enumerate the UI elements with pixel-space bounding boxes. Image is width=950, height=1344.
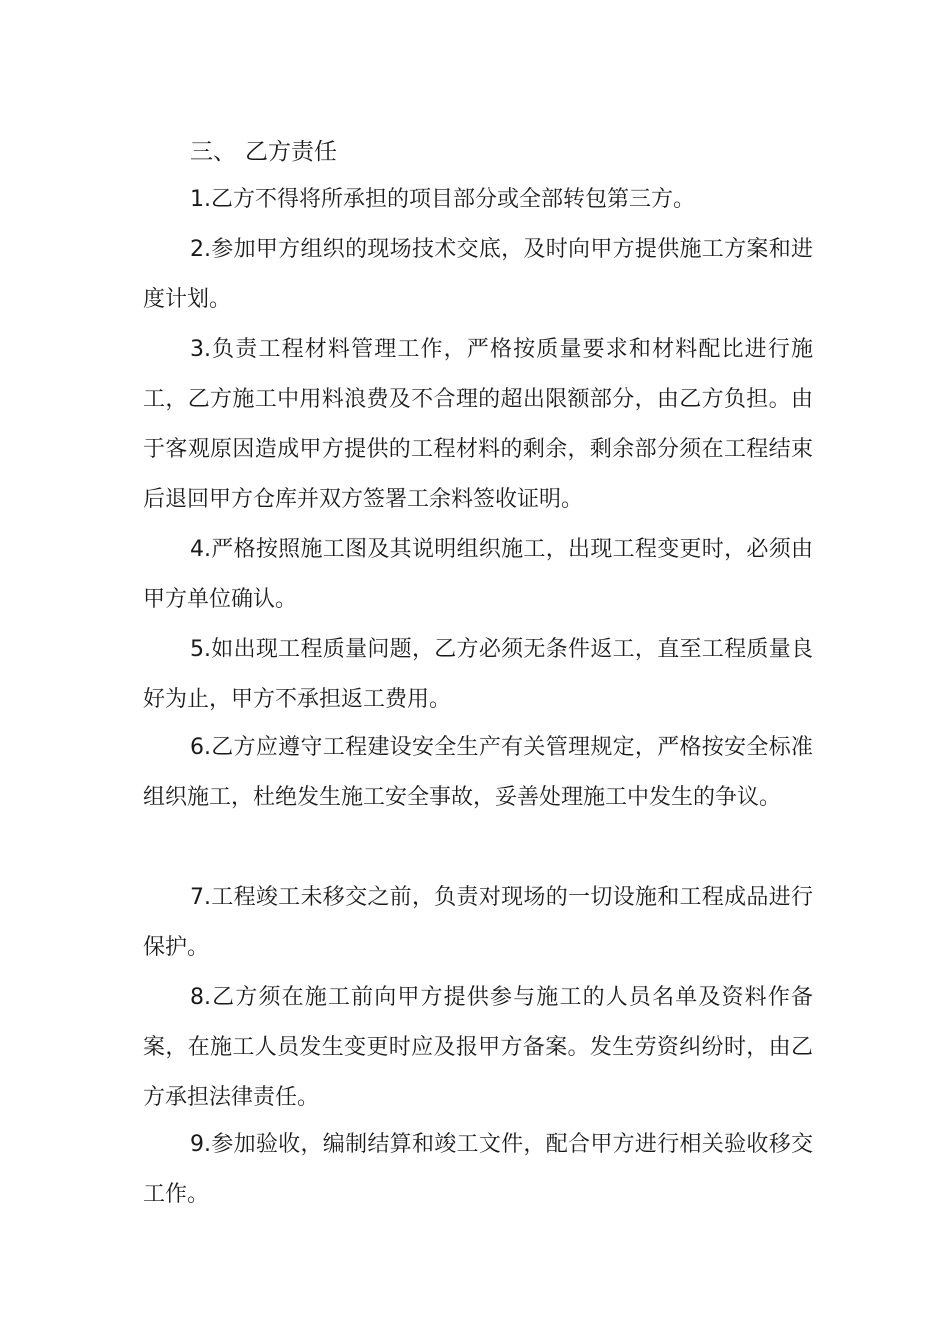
clause-9: 9.参加验收，编制结算和竣工文件，配合甲方进行相关验收移交工作。	[143, 1132, 813, 1207]
clause-5: 5.如出现工程质量问题，乙方必须无条件返工，直至工程质量良好为止，甲方不承担返工费用。	[143, 637, 813, 712]
clause-2: 2.参加甲方组织的现场技术交底，及时向甲方提供施工方案和进度计划。	[143, 237, 813, 312]
section-number: 三、	[190, 139, 236, 165]
clause-8: 8.乙方须在施工前向甲方提供参与施工的人员名单及资料作备案，在施工人员发生变更时应及报甲方备案。发生劳资纠纷时，由乙方承担法律责任。	[143, 985, 813, 1110]
section-heading	[190, 132, 337, 172]
clause-7: 7.工程竣工未移交之前，负责对现场的一切设施和工程成品进行保护。	[143, 885, 813, 960]
clause-1: 1.乙方不得将所承担的项目部分或全部转包第三方。	[190, 187, 695, 212]
clause-3: 3.负责工程材料管理工作，严格按质量要求和材料配比进行施工，乙方施工中用料浪费及不合理的超出限额部分，由乙方负担。由于客观原因造成甲方提供的工程材料的剩余，剩余部分须在工程结束后退回甲方仓库并双方签署工余料签收证明。	[143, 337, 813, 512]
clause-4: 4.严格按照施工图及其说明组织施工，出现工程变更时，必须由甲方单位确认。	[143, 537, 813, 612]
section-title: 乙方责任	[245, 139, 337, 165]
clause-6: 6.乙方应遵守工程建设安全生产有关管理规定，严格按安全标准组织施工，杜绝发生施工安全事故，妥善处理施工中发生的争议。	[143, 735, 813, 810]
